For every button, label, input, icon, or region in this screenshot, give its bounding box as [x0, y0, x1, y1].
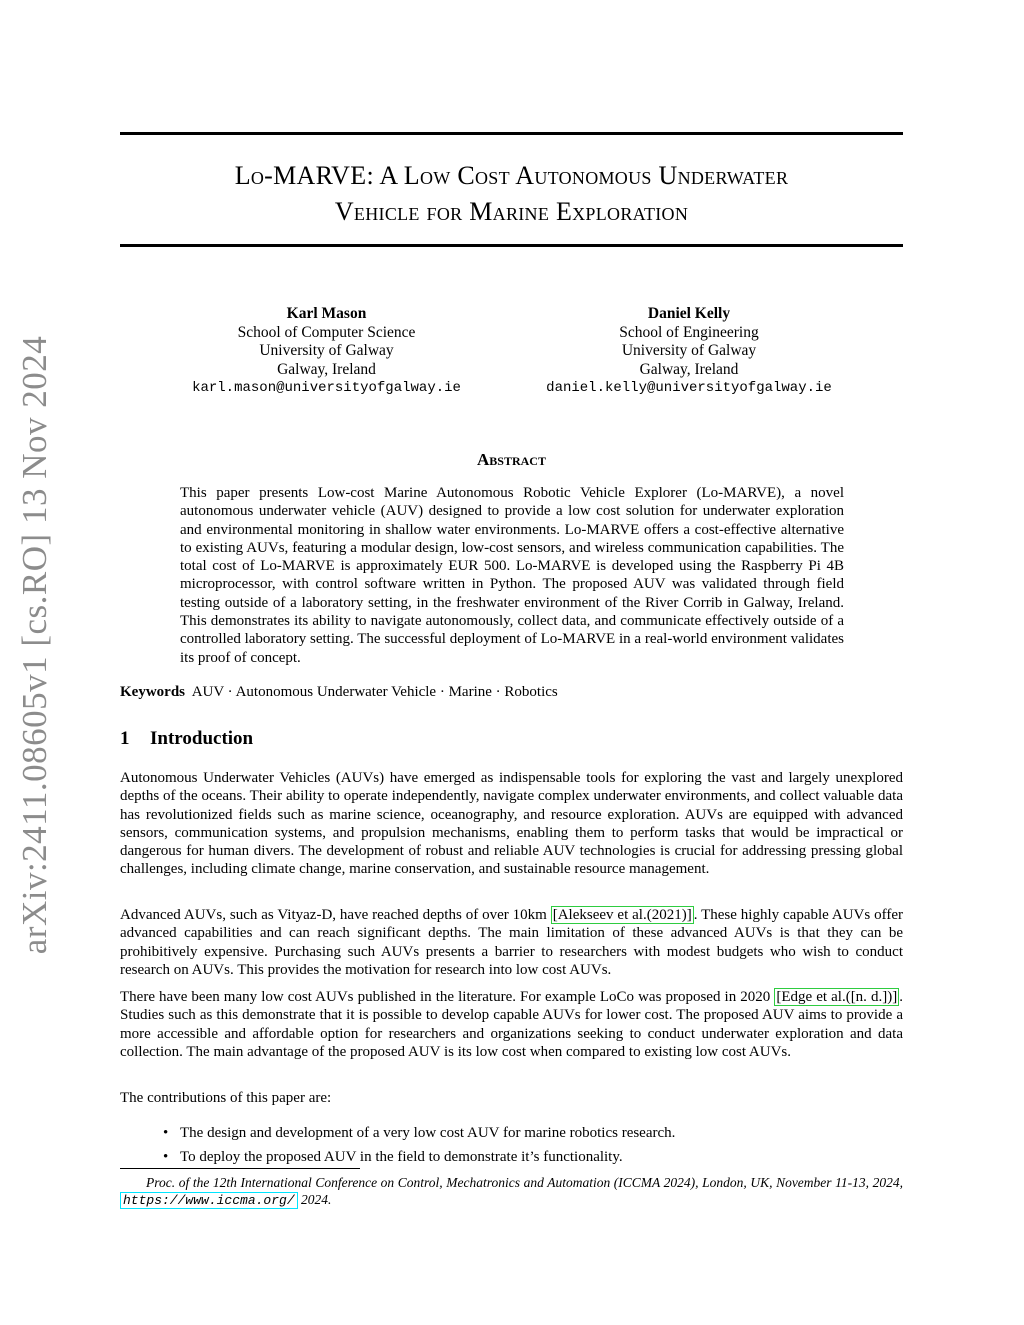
keywords-text: AUV · Autonomous Underwater Vehicle · Marine · Robotics	[191, 684, 558, 700]
citation-link[interactable]: [Edge et al.([n. d.])]	[776, 989, 898, 1005]
footnote-text-a: Proc. of the 12th International Conference on Control, Mechatronics and Automation (ICCMA 2024), London, UK, November 11-13, 2024,	[146, 1175, 903, 1190]
footnote-rule	[120, 1168, 360, 1169]
keywords-label: Keywords	[120, 684, 185, 700]
paragraph-3-text-a: There have been many low cost AUVs published in the literature. For example LoCo was proposed in 2020	[120, 989, 775, 1005]
author-name: Karl Mason	[286, 305, 367, 322]
paragraph-3-text-b: . Studies such as this demonstrate that it is possible to develop capable AUVs for lower cost. The proposed AUV aims to provide a more accessible and affordable option for researchers and organizations seeking to conduct underwater exploration and data collection. The main advantage of the proposed AUV is its low cost when compared to existing low cost AUVs.	[120, 989, 903, 1060]
author-dept: School of Computer Science	[237, 323, 416, 341]
section-number: 1	[120, 728, 130, 749]
footnote-text-b: 2024.	[297, 1192, 332, 1207]
section-title: Introduction	[150, 728, 254, 749]
keywords	[120, 684, 558, 701]
title-bottom-rule	[120, 244, 903, 247]
citation-link[interactable]: [Alekseev et al.(2021)]	[552, 907, 692, 923]
paragraph-2	[120, 906, 903, 979]
author-univ: University of Galway	[621, 342, 757, 359]
title-line-2: Vehicle for Marine Exploration	[334, 197, 689, 226]
paragraph-3	[120, 988, 903, 1061]
author-location: Galway, Ireland	[277, 360, 376, 378]
title-top-rule	[120, 132, 903, 135]
arxiv-identifier: arXiv:2411.08605v1 [cs.RO] 13 Nov 2024	[15, 335, 54, 955]
paragraph-1: Autonomous Underwater Vehicles (AUVs) have emerged as indispensable tools for exploring the vast and largely unexplored depths of the oceans. Their ability to operate independently, navigate complex underwater environments, and collect valuable data has revolutionized fields such as marine science, oceanography, and resource exploration. AUVs are equipped with advanced sensors, communication systems, and propulsion mechanisms, enabling them to perform tasks that would be impractical or dangerous for human divers. The development of robust and reliable AUV technologies is crucial for addressing pressing global challenges, including climate change, marine conservation, and sustainable resource management.	[120, 770, 903, 878]
section-heading	[120, 728, 253, 750]
author-block-2	[525, 305, 853, 398]
abstract-text: This paper presents Low-cost Marine Autonomous Robotic Vehicle Explorer (Lo-MARVE), a novel autonomous underwater vehicle (AUV) designed to provide a low cost solution for underwater exploration and environmental monitoring in shallow water environments. Lo-MARVE offers a cost-effective alternative to existing AUVs, featuring a modular design, low-cost sensors, and wireless communication capabilities. The total cost of Lo-MARVE is approximately EUR 500. Lo-MARVE is developed using the Raspberry Pi 4B microprocessor, with control software written in Python. The proposed AUV was validated through field testing outside of a laboratory setting, in the freshwater environment of the River Corrib in Galway, Ireland. This demonstrates its ability to navigate autonomously, collect data, and communicate effectively outside of a controlled laboratory setting. The successful deployment of Lo-MARVE in a real-world environment validates its proof of concept.	[180, 485, 844, 666]
paper-title	[120, 158, 903, 230]
footnote	[120, 1174, 903, 1209]
abstract-heading: Abstract	[477, 450, 546, 469]
paragraph-2-text-a: Advanced AUVs, such as Vityaz-D, have reached depths of over 10km	[120, 907, 551, 923]
author-email[interactable]: karl.mason@universityofgalway.ie	[192, 380, 461, 396]
paragraph-2-text-b: . These highly capable AUVs offer advanced capabilities and can reach significant depths. The main limitation of these advanced AUVs is that they can be prohibitively expensive. Purchasing such AUVs presents a barrier to researchers with modest budgets who wish to conduct research on AUVs. This provides the motivation for research into low cost AUVs.	[120, 907, 903, 978]
author-location: Galway, Ireland	[639, 360, 739, 378]
list-item: • The design and development of a very low cost AUV for marine robotics research.	[163, 1125, 676, 1141]
title-line-1: Lo-MARVE: A Low Cost Autonomous Underwater	[234, 161, 789, 190]
author-name: Daniel Kelly	[647, 305, 731, 322]
conference-url-link[interactable]: https://www.iccma.org/	[120, 1192, 298, 1209]
contributions-list	[163, 1121, 903, 1169]
paragraph-4: The contributions of this paper are:	[120, 1090, 332, 1106]
list-item: • To deploy the proposed AUV in the field to demonstrate it’s functionality.	[163, 1149, 623, 1165]
author-block-1	[170, 305, 483, 398]
author-univ: University of Galway	[259, 342, 394, 359]
author-email[interactable]: daniel.kelly@universityofgalway.ie	[546, 380, 832, 396]
author-dept: School of Engineering	[619, 323, 759, 341]
